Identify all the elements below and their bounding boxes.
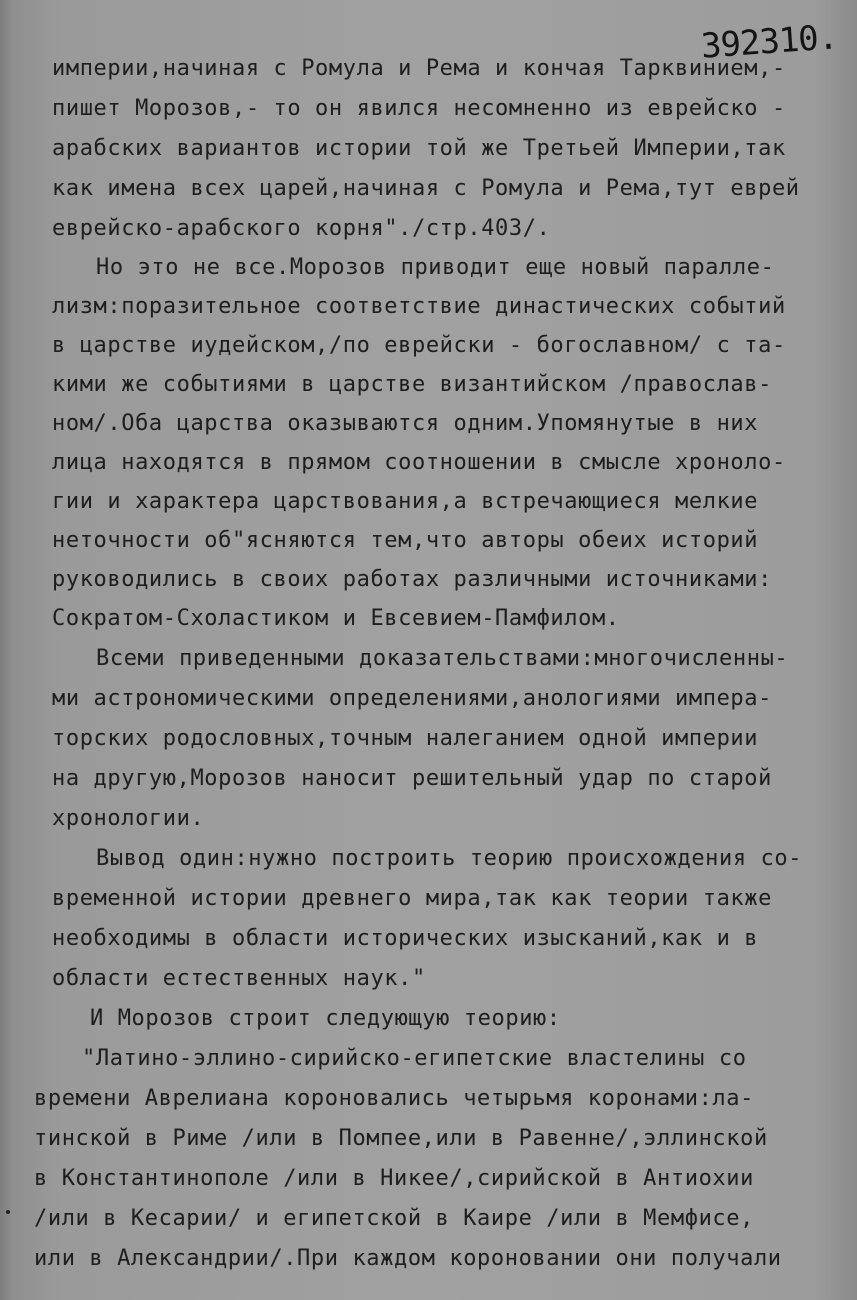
text-line: ми астрономическими определениями,анологиями импера- [52, 686, 772, 711]
text-line: хронологии. [52, 806, 205, 831]
text-line: Вывод один:нужно построить теорию происхождения со- [96, 846, 803, 871]
text-line: еврейско-арабского корня"./стр.403/. [52, 216, 551, 241]
text-line: в Константинополе /или в Никее/,сирийской в Антиохии [34, 1166, 754, 1191]
text-line: ном/.Оба царства оказываются одним.Упомянутые в них [52, 411, 759, 436]
text-line: торских родословных,точным налеганием одной империи [52, 726, 759, 751]
text-line: империи,начиная с Ромула и Рема и кончая Тарквинием,- [52, 56, 786, 81]
text-line: на другую,Морозов наносит решительный удар по старой [52, 766, 772, 791]
text-line: лизм:поразительное соответствие династических событий [52, 294, 786, 319]
text-line: области естественных наук." [52, 966, 426, 991]
folio-suffix: 10. [777, 17, 839, 62]
text-line: "Латино-эллино-сирийско-египетские властелины со [82, 1046, 747, 1071]
text-line: как имена всех царей,начиная с Ромула и Рема,тут еврей [52, 176, 800, 201]
text-line: Сократом-Схоластиком и Евсевием-Памфилом. [52, 606, 620, 631]
text-line: Всеми приведенными доказательствами:многочисленны- [96, 646, 789, 671]
text-line: или в Александрии/.При каждом короновании они получали [34, 1246, 782, 1271]
text-line: пишет Морозов,- то он явился несомненно из еврейско - [52, 96, 786, 121]
text-line: кими же событиями в царстве византийском /православ- [52, 372, 772, 397]
text-line: Но это не все.Морозов приводит еще новый паралле- [96, 255, 775, 280]
text-line: времени Аврелиана короновались четырьмя коронами:ла- [34, 1086, 754, 1111]
text-line: И Морозов строит следующую теорию: [90, 1006, 561, 1031]
folio-main: 3923 [699, 21, 780, 67]
margin-dot [6, 1210, 10, 1214]
text-line: руководились в своих работах различными источниками: [52, 567, 772, 592]
text-line: неточности об"ясняются тем,что авторы обеих историй [52, 528, 759, 553]
text-line: в царстве иудейском,/по еврейски - богославном/ с та- [52, 333, 786, 358]
text-line: тинской в Риме /или в Помпее,или в Равенне/,эллинской [34, 1126, 768, 1151]
text-line: гии и характера царствования,а встречающиеся мелкие [52, 489, 759, 514]
text-line: арабских вариантов истории той же Третьей Империи,так [52, 136, 786, 161]
text-line: временной истории древнего мира,так как теории также [52, 886, 772, 911]
text-line: лица находятся в прямом соотношении в смысле хроноло- [52, 450, 786, 475]
text-line: необходимы в области исторических изысканий,как и в [52, 926, 759, 951]
text-line: /или в Кесарии/ и египетской в Каире /или в Мемфисе, [34, 1206, 754, 1231]
